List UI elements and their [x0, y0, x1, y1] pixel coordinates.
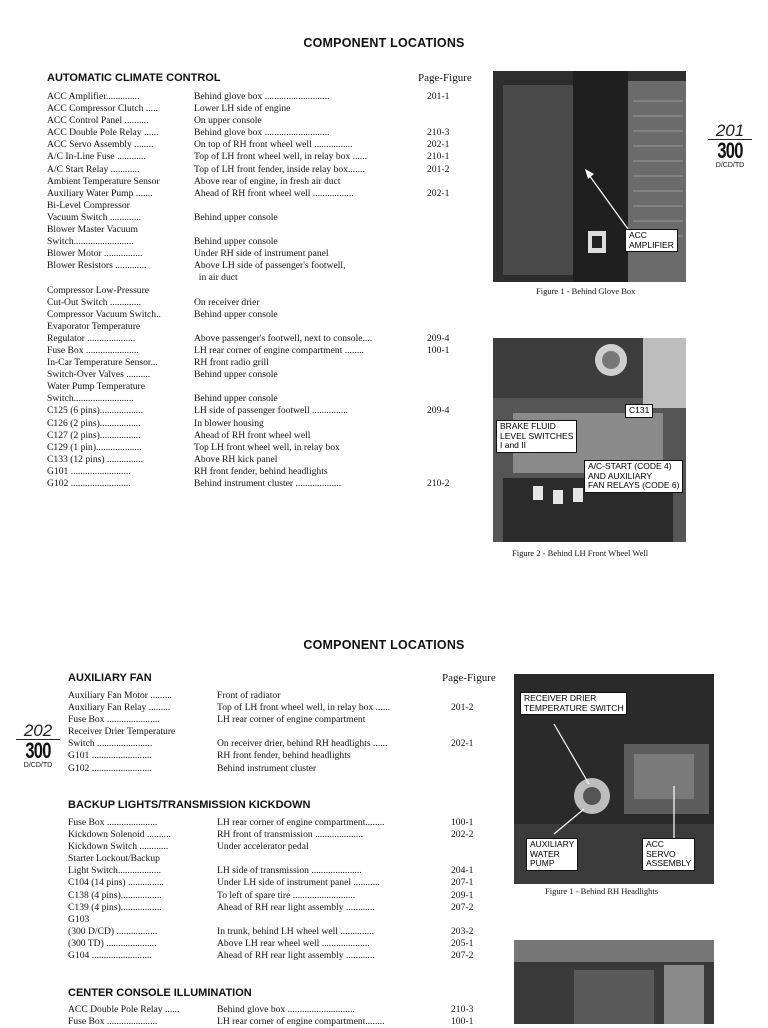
component-name: A/C Start Relay ............	[47, 163, 140, 175]
component-location: Top LH front wheel well, in relay box	[194, 441, 340, 453]
component-location: In blower housing	[194, 417, 264, 429]
component-name: Switch .......................	[68, 738, 153, 750]
table-row	[47, 151, 462, 163]
figure-1-caption: Figure 1 - Behind RH Headlights	[545, 886, 659, 896]
component-location: LH rear corner of engine compartment	[217, 714, 366, 726]
component-name: Fuse Box ......................	[68, 714, 160, 726]
figure-1-callout: ACC AMPLIFIER	[625, 229, 678, 252]
component-name: C133 (12 pins) ...............	[47, 453, 143, 465]
component-name: C138 (4 pins).................	[68, 889, 162, 901]
component-location: Lower LH side of engine	[194, 103, 291, 115]
component-name: Ambient Temperature Sensor	[47, 175, 160, 187]
component-location: Behind upper console	[194, 236, 278, 248]
page-figure-ref: 207-1	[451, 877, 474, 889]
component-location: LH side of transmission .....................	[217, 865, 362, 877]
table-row	[68, 841, 480, 853]
page-figure-ref: 204-1	[451, 865, 474, 877]
component-name: Kickdown Solenoid ..........	[68, 829, 171, 841]
component-name: G101 .........................	[68, 750, 152, 762]
component-name: C126 (2 pins).................	[47, 417, 141, 429]
table-row	[47, 430, 462, 442]
component-name: G103	[68, 913, 90, 925]
component-name: Fuse Box ......................	[47, 344, 139, 356]
table-row	[47, 321, 462, 333]
component-name: Light Switch..................	[68, 865, 162, 877]
table-row	[47, 442, 462, 454]
figure-1-callout-aux-water-pump: AUXILIARY WATER PUMP	[526, 838, 578, 871]
component-location: Above passenger's footwell, next to console....	[194, 332, 373, 344]
component-location: Top of LH front wheel well, in relay box ......	[217, 702, 391, 714]
table-row	[68, 726, 480, 738]
component-name: (300 D/CD) .................	[68, 925, 158, 937]
component-location: LH rear corner of engine compartment ........	[194, 344, 364, 356]
component-name: Fuse Box .....................	[68, 817, 158, 828]
component-location: RH front fender, behind headlights	[194, 465, 328, 477]
table-row	[47, 297, 462, 309]
component-name: G101 .........................	[47, 465, 131, 477]
side-model: 300	[717, 138, 743, 163]
page-figure-ref: 210-2	[427, 478, 450, 489]
component-location: RH front of transmission ....................	[217, 829, 364, 841]
figure-2-caption: Figure 2 - Behind LH Front Wheel Well	[512, 548, 649, 558]
component-name: Bi-Level Compressor	[47, 199, 130, 211]
table-row	[47, 139, 462, 151]
component-name: ACC Double Pole Relay ......	[47, 127, 159, 139]
component-name: ACC Compressor Clutch .....	[47, 103, 158, 115]
figure-2-illustration	[514, 940, 714, 1024]
component-table-center-console	[68, 1004, 480, 1028]
table-row	[47, 188, 462, 200]
component-location: Above rear of engine, in fresh air duct	[194, 175, 341, 187]
table-row	[68, 914, 480, 926]
component-name: A/C In-Line Fuse ............	[47, 151, 146, 163]
table-row	[47, 454, 462, 466]
component-location: Top of LH front wheel well, in relay box ......	[194, 151, 368, 163]
page-figure-ref: 205-1	[451, 937, 474, 949]
table-row	[47, 393, 462, 405]
component-name: Vacuum Switch .............	[47, 211, 142, 223]
table-row	[47, 260, 462, 284]
component-location: Ahead of RH rear light assembly ............	[217, 901, 375, 913]
component-location: Above RH kick panel	[194, 453, 278, 465]
table-row	[47, 115, 462, 127]
component-location: Behind instrument cluster ...................	[194, 478, 342, 489]
table-row	[47, 212, 462, 224]
component-name: ACC Amplifier..............	[47, 91, 140, 102]
component-name: Starter Lockout/Backup	[68, 853, 160, 865]
page-figure-ref: 203-2	[451, 925, 474, 937]
table-row	[47, 369, 462, 381]
table-row	[68, 738, 480, 750]
page-figure-ref: 209-4	[427, 332, 450, 344]
figure-2-photo	[493, 338, 686, 542]
component-location: RH front radio grill	[194, 357, 269, 369]
figure-2-callout-c131: C131	[625, 404, 653, 418]
figure-1-photo	[514, 674, 714, 884]
component-name: ACC Servo Assembly ........	[47, 139, 154, 151]
figure-1-callout-receiver-drier: RECEIVER DRIER TEMPERATURE SWITCH	[520, 692, 627, 715]
page-figure-ref: 201-2	[427, 163, 450, 175]
side-model: 300	[25, 738, 51, 763]
table-row	[47, 224, 462, 236]
table-row	[68, 853, 480, 865]
table-row	[68, 902, 480, 914]
table-row	[47, 91, 462, 103]
component-location: Ahead of RH front wheel well .................	[194, 187, 354, 199]
component-name: C127 (2 pins).................	[47, 429, 141, 441]
table-row	[47, 248, 462, 260]
component-location: Above LH side of passenger's footwell, in air duct	[194, 260, 346, 284]
component-location: Ahead of RH front wheel well	[194, 429, 311, 441]
page-figure-ref: 210-3	[451, 1004, 474, 1015]
table-row	[47, 309, 462, 321]
page-figure-ref: 202-1	[451, 738, 474, 750]
component-name: ACC Double Pole Relay ......	[68, 1004, 180, 1015]
component-name: G104 .........................	[68, 950, 152, 962]
table-row	[68, 702, 480, 714]
component-location: Front of radiator	[217, 690, 281, 701]
component-name: Compressor Vacuum Switch..	[47, 308, 161, 320]
component-location: Behind instrument cluster	[217, 762, 317, 774]
component-table	[47, 91, 462, 490]
component-table-backup-lights	[68, 817, 480, 962]
component-name: C139 (4 pins).................	[68, 901, 162, 913]
page-figure-ref: 202-1	[427, 187, 450, 199]
side-page-marker	[708, 122, 752, 170]
component-name: Regulator ....................	[47, 332, 136, 344]
page-title: COMPONENT LOCATIONS	[303, 638, 465, 652]
page-figure-ref: 100-1	[427, 344, 450, 356]
table-row	[68, 750, 480, 762]
side-page-marker	[16, 722, 60, 770]
table-row	[47, 285, 462, 297]
component-location: Behind upper console	[194, 369, 278, 381]
table-row	[68, 817, 480, 829]
component-location: Behind upper console	[194, 211, 278, 223]
component-name: In-Car Temperature Sensor...	[47, 357, 158, 369]
figure-2-callout-relays: A/C-START (CODE 4) AND AUXILIARY FAN RELAYS (CODE 6)	[584, 460, 683, 493]
component-location: Ahead of RH rear light assembly ............	[217, 950, 375, 962]
component-location: In trunk, behind LH wheel well ..............	[217, 925, 374, 937]
table-row	[47, 357, 462, 369]
section-heading: AUTOMATIC CLIMATE CONTROL	[47, 72, 221, 84]
component-location: LH side of passenger footwell ...............	[194, 405, 349, 417]
table-row	[47, 381, 462, 393]
page-figure-ref: 210-1	[427, 151, 450, 163]
component-name: Auxiliary Fan Motor .........	[68, 690, 172, 701]
table-row	[47, 333, 462, 345]
section-heading-backup-lights: BACKUP LIGHTS/TRANSMISSION KICKDOWN	[68, 799, 311, 811]
component-name: G102 .........................	[47, 478, 131, 489]
component-location: Behind upper console	[194, 308, 278, 320]
table-row	[68, 763, 480, 775]
table-row	[68, 690, 480, 702]
figure-1-photo	[493, 71, 686, 282]
component-name: Fuse Box .....................	[68, 1016, 158, 1028]
component-location: Behind glove box ...........................	[194, 127, 330, 139]
component-name: C104 (14 pins) ...............	[68, 877, 164, 889]
component-name: Evaporator Temperature	[47, 320, 141, 332]
table-row	[47, 103, 462, 115]
page-title: COMPONENT LOCATIONS	[303, 36, 465, 50]
component-location: Under accelerator pedal	[217, 841, 309, 853]
table-row	[47, 418, 462, 430]
component-table-auxiliary-fan	[68, 690, 480, 775]
table-row	[68, 877, 480, 889]
component-name: Blower Motor ................	[47, 248, 143, 260]
component-name: Switch-Over Valves ..........	[47, 369, 151, 381]
page-figure-ref: 207-2	[451, 901, 474, 913]
figure-2-callout-brake-fluid: BRAKE FLUID LEVEL SWITCHES I and II	[496, 420, 577, 453]
component-name: Water Pump Temperature	[47, 381, 146, 393]
table-row	[47, 405, 462, 417]
page-figure-ref: 201-2	[451, 702, 474, 714]
page-figure-ref: 210-3	[427, 127, 450, 139]
component-name: Compressor Low-Pressure	[47, 284, 150, 296]
table-row	[47, 164, 462, 176]
table-row	[47, 236, 462, 248]
component-location: Under RH side of instrument panel	[194, 248, 329, 260]
component-location: Behind glove box ............................	[217, 1004, 355, 1015]
component-name: Receiver Drier Temperature	[68, 726, 176, 738]
page-figure-header: Page-Figure	[418, 72, 472, 84]
side-page-number: 201	[708, 122, 752, 140]
component-name: Blower Resistors .............	[47, 260, 147, 272]
component-name: ACC Control Panel ..........	[47, 115, 149, 127]
component-location: Under LH side of instrument panel ...........	[217, 877, 380, 889]
component-name: Auxiliary Fan Relay .........	[68, 702, 171, 714]
component-name: C129 (1 pin)...................	[47, 441, 142, 453]
figure-2-photo	[514, 940, 714, 1024]
table-row	[68, 938, 480, 950]
figure-1-caption: Figure 1 - Behind Glove Box	[536, 286, 636, 296]
component-location: LH rear corner of engine compartment........	[217, 817, 385, 828]
component-name: Switch.........................	[47, 393, 134, 405]
component-location: Behind upper console	[194, 393, 278, 405]
table-row	[47, 478, 462, 490]
section-heading-auxiliary-fan: AUXILIARY FAN	[68, 672, 152, 684]
component-name: Cut-Out Switch .............	[47, 296, 142, 308]
table-row	[68, 865, 480, 877]
table-row	[68, 890, 480, 902]
component-location: Top of LH front fender, inside relay box.......	[194, 163, 365, 175]
side-page-number: 202	[16, 722, 60, 740]
table-row	[68, 926, 480, 938]
page-2	[0, 600, 768, 1028]
page-figure-ref: 207-2	[451, 950, 474, 962]
table-row	[47, 466, 462, 478]
component-location: LH rear corner of engine compartment........	[217, 1016, 385, 1028]
figure-1-callout-acc-servo: ACC SERVO ASSEMBLY	[642, 838, 695, 871]
table-row	[68, 950, 480, 962]
table-row	[68, 829, 480, 841]
table-row	[68, 714, 480, 726]
component-location: On receiver drier	[194, 296, 260, 308]
page-figure-ref: 201-1	[427, 91, 450, 102]
page-figure-ref: 209-4	[427, 405, 450, 417]
page-figure-ref: 209-1	[451, 889, 474, 901]
page-figure-ref: 100-1	[451, 1016, 474, 1028]
table-row	[68, 1016, 480, 1028]
component-location: To left of spare tire ..........................	[217, 889, 356, 901]
component-name: Auxiliary Water Pump .......	[47, 187, 153, 199]
component-name: Blower Master Vacuum	[47, 224, 138, 236]
component-name: G102 .........................	[68, 762, 152, 774]
component-location: On upper console	[194, 115, 262, 127]
component-name: C125 (6 pins)..................	[47, 405, 143, 417]
page-figure-ref: 100-1	[451, 817, 474, 828]
component-name: Switch.........................	[47, 236, 134, 248]
side-variant: D/CD/TD	[715, 162, 745, 169]
component-location: RH front fender, behind headlights	[217, 750, 351, 762]
component-location: On receiver drier, behind RH headlights ......	[217, 738, 388, 750]
page-figure-header: Page-Figure	[442, 672, 496, 684]
component-name: (300 TD) .....................	[68, 937, 157, 949]
component-location: Behind glove box ...........................	[194, 91, 330, 102]
table-row	[47, 176, 462, 188]
component-location: Above LH rear wheel well ....................	[217, 937, 370, 949]
page-figure-ref: 202-2	[451, 829, 474, 841]
component-location: On top of RH front wheel well ................	[194, 139, 353, 151]
table-row	[47, 127, 462, 139]
side-variant: D/CD/TD	[23, 762, 53, 769]
table-row	[47, 345, 462, 357]
table-row	[68, 1004, 480, 1016]
page-figure-ref: 202-1	[427, 139, 450, 151]
table-row	[47, 200, 462, 212]
component-name: Kickdown Switch ............	[68, 841, 169, 853]
section-heading-center-console: CENTER CONSOLE ILLUMINATION	[68, 987, 252, 999]
